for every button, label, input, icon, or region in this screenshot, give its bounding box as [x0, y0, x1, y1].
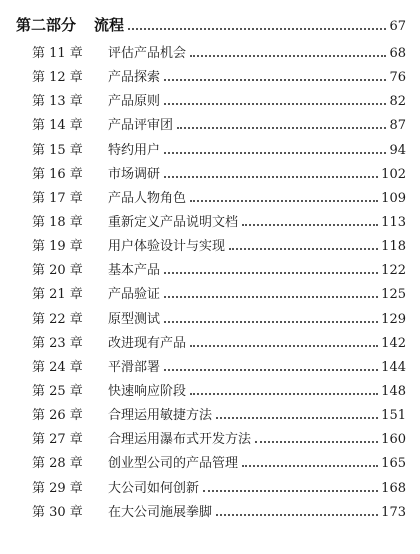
chapter-number: 第 26 章 — [32, 408, 83, 424]
dot-leader — [164, 272, 378, 274]
chapter-page-number: 173 — [381, 504, 406, 520]
dot-leader — [164, 103, 386, 105]
toc-entry — [16, 211, 406, 235]
toc-entry — [16, 90, 406, 114]
chapter-number: 第 11 章 — [32, 46, 83, 61]
dot-leader — [164, 176, 378, 178]
chapter-title: 快速响应阶段 — [108, 383, 187, 399]
chapter-number: 第 20 章 — [32, 263, 83, 279]
chapter-title: 特约用户 — [108, 142, 161, 158]
toc-entry — [16, 452, 406, 476]
chapter-title: 市场调研 — [108, 166, 161, 182]
toc-entry — [16, 477, 406, 501]
toc-entry — [16, 66, 406, 90]
chapter-number: 第 21 章 — [32, 287, 83, 303]
dot-leader — [242, 224, 378, 226]
toc-entry — [16, 428, 406, 452]
toc-entry — [16, 42, 406, 66]
chapter-title: 平滑部署 — [108, 359, 161, 375]
dot-leader — [216, 514, 378, 516]
part-label: 第二部分 — [16, 16, 77, 34]
chapter-title: 产品评审团 — [108, 118, 174, 134]
chapter-page-number: 122 — [381, 263, 406, 279]
chapter-number: 第 16 章 — [32, 166, 83, 182]
dot-leader — [190, 345, 378, 347]
toc-entry — [16, 380, 406, 404]
chapter-number: 第 14 章 — [32, 118, 83, 134]
chapter-number: 第 23 章 — [32, 335, 83, 351]
chapter-number: 第 19 章 — [32, 239, 83, 255]
chapter-title: 基本产品 — [108, 263, 161, 279]
chapter-page-number: 94 — [389, 142, 406, 158]
dot-leader — [242, 465, 378, 467]
toc-entry — [16, 332, 406, 356]
chapter-title: 产品原则 — [108, 94, 161, 110]
chapter-page-number: 165 — [381, 456, 406, 472]
chapter-title: 改进现有产品 — [108, 335, 187, 351]
chapter-page-number: 102 — [381, 166, 406, 182]
toc-entry — [16, 308, 406, 332]
chapter-page-number: 151 — [381, 408, 406, 424]
chapter-number: 第 18 章 — [32, 214, 83, 230]
chapter-number: 第 12 章 — [32, 70, 83, 86]
chapter-number: 第 17 章 — [32, 190, 83, 206]
chapter-page-number: 144 — [381, 359, 406, 375]
dot-leader — [164, 296, 378, 298]
dot-leader — [164, 321, 378, 323]
dot-leader — [255, 441, 378, 443]
chapter-title: 合理运用敏捷方法 — [108, 408, 213, 424]
dot-leader — [164, 369, 378, 371]
dot-leader — [229, 248, 378, 250]
dot-leader — [177, 127, 386, 129]
chapter-number: 第 25 章 — [32, 383, 83, 399]
dot-leader — [190, 200, 378, 202]
toc-entry — [16, 139, 406, 163]
toc-entry — [16, 187, 406, 211]
chapter-page-number: 109 — [381, 190, 406, 206]
chapter-number: 第 24 章 — [32, 359, 83, 375]
chapter-page-number: 68 — [389, 46, 406, 61]
chapter-title: 重新定义产品说明文档 — [108, 214, 239, 230]
chapter-title: 评估产品机会 — [108, 46, 187, 61]
chapter-number: 第 29 章 — [32, 480, 83, 496]
chapter-page-number: 118 — [381, 239, 406, 255]
chapter-page-number: 148 — [381, 383, 406, 399]
chapter-number: 第 15 章 — [32, 142, 83, 158]
toc-entry — [16, 356, 406, 380]
chapter-page-number: 87 — [389, 118, 406, 134]
chapter-page-number: 125 — [381, 287, 406, 303]
chapter-page-number: 76 — [389, 70, 406, 86]
chapter-list — [16, 42, 406, 525]
dot-leader — [190, 55, 386, 57]
chapter-page-number: 82 — [389, 94, 406, 110]
chapter-number: 第 27 章 — [32, 432, 83, 448]
toc-entry — [16, 235, 406, 259]
dot-leader — [190, 393, 378, 395]
dot-leader — [216, 417, 378, 419]
chapter-title: 产品探索 — [108, 70, 161, 86]
chapter-number: 第 22 章 — [32, 311, 83, 327]
chapter-title: 用户体验设计与实现 — [108, 239, 226, 255]
dot-leader — [128, 28, 386, 30]
chapter-title: 大公司如何创新 — [108, 480, 200, 496]
dot-leader — [164, 152, 386, 154]
chapter-page-number: 129 — [381, 311, 406, 327]
chapter-title: 原型测试 — [108, 311, 161, 327]
part-heading-row — [16, 14, 406, 38]
chapter-title: 创业型公司的产品管理 — [108, 456, 239, 472]
chapter-number: 第 28 章 — [32, 456, 83, 472]
toc-entry — [16, 163, 406, 187]
chapter-page-number: 160 — [381, 432, 406, 448]
chapter-page-number: 142 — [381, 335, 406, 351]
dot-leader — [203, 490, 378, 492]
toc-entry — [16, 259, 406, 283]
dot-leader — [164, 79, 386, 81]
chapter-page-number: 168 — [381, 480, 406, 496]
toc-entry — [16, 283, 406, 307]
chapter-title: 在大公司施展拳脚 — [108, 504, 213, 520]
chapter-number: 第 13 章 — [32, 94, 83, 110]
part-title: 流程 — [94, 16, 125, 34]
part-page-number: 67 — [389, 19, 406, 34]
chapter-title: 合理运用瀑布式开发方法 — [108, 432, 252, 448]
toc-entry — [16, 404, 406, 428]
chapter-page-number: 113 — [381, 214, 406, 230]
toc-entry — [16, 501, 406, 525]
chapter-title: 产品验证 — [108, 287, 161, 303]
toc-entry — [16, 114, 406, 138]
chapter-title: 产品人物角色 — [108, 190, 187, 206]
chapter-number: 第 30 章 — [32, 504, 83, 520]
